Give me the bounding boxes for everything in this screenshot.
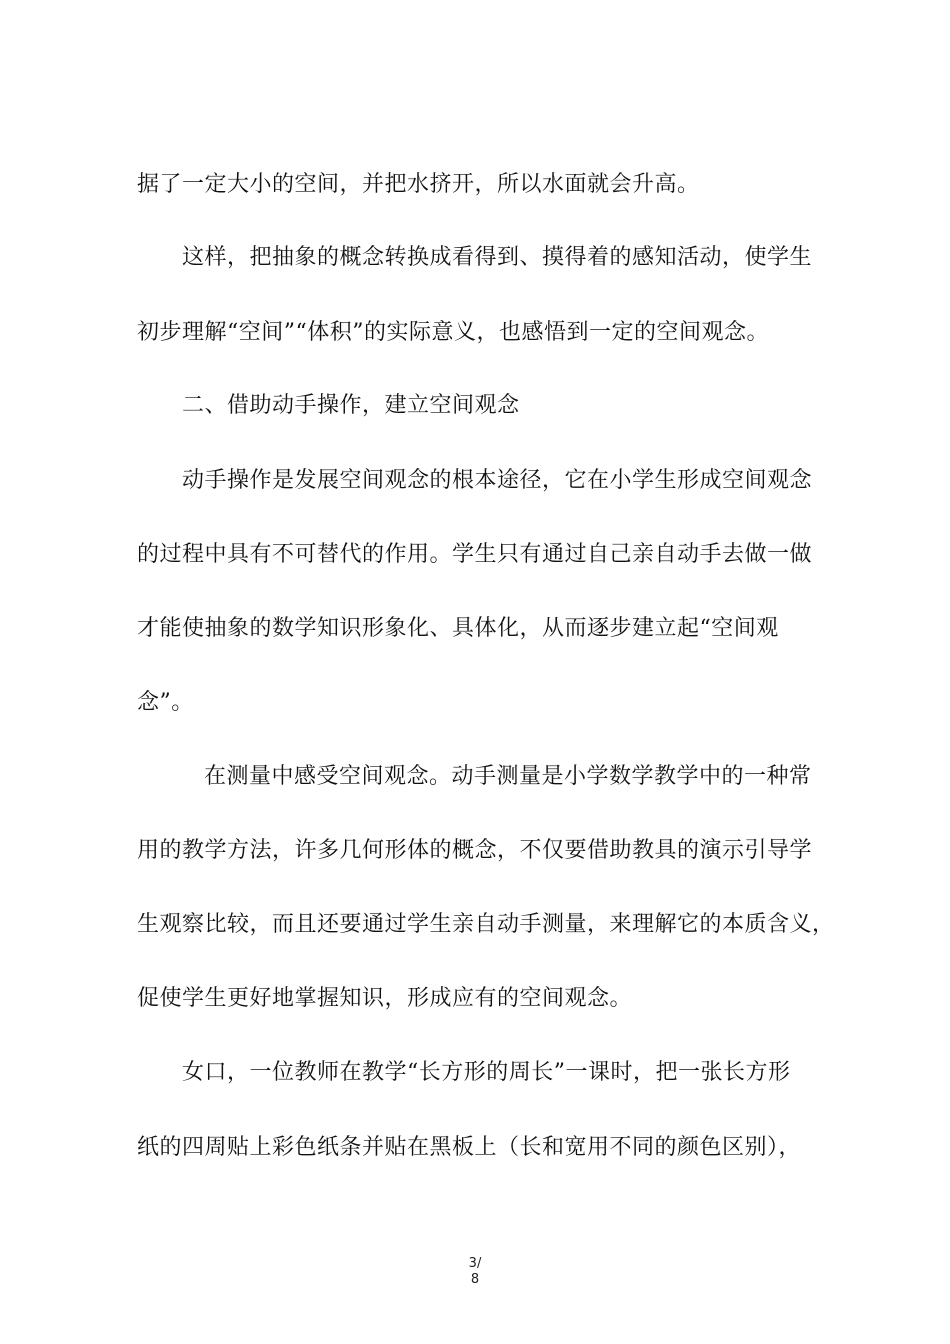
text-line: 动手操作是发展空间观念的根本途径，它在小学生形成空间观念 — [182, 468, 813, 493]
page-number-top: 3/ — [468, 1256, 482, 1271]
text-line: 初步理解“空间”“体积”的实际意义，也感悟到一定的空间观念。 — [137, 320, 769, 345]
text-line: 的过程中具有不可替代的作用。学生只有通过自己亲自动手去做一做 — [137, 542, 813, 567]
text-line: 在测量中感受空间观念。动手测量是小学数学教学中的一种常 — [204, 764, 812, 789]
text-line: 用的教学方法，许多几何形体的概念，不仅要借助教具的演示引导学 — [137, 838, 813, 863]
text-line: 念”。 — [137, 690, 194, 715]
text-line: 据了一定大小的空间，并把水挤开，所以水面就会升高。 — [137, 172, 700, 197]
text-line: 才能使抽象的数学知识形象化、具体化，从而逐步建立起“空间观 — [137, 616, 779, 641]
text-line: 生观察比较，而且还要通过学生亲自动手测量，来理解它的本质含义， — [137, 912, 835, 937]
text-line: 这样，把抽象的概念转换成看得到、摸得着的感知活动，使学生 — [182, 245, 813, 270]
text-line: 女口，一位教师在教学“长方形的周长”一课时，把一张长方形 — [182, 1060, 791, 1085]
section-heading: 二、借助动手操作，建立空间观念 — [182, 393, 520, 418]
text-line: 促使学生更好地掌握知识，形成应有的空间观念。 — [137, 986, 633, 1011]
text-line: 纸的四周贴上彩色纸条并贴在黑板上（长和宽用不同的颜色区别）， — [137, 1135, 802, 1160]
page-number-bottom: 8 — [470, 1272, 480, 1287]
